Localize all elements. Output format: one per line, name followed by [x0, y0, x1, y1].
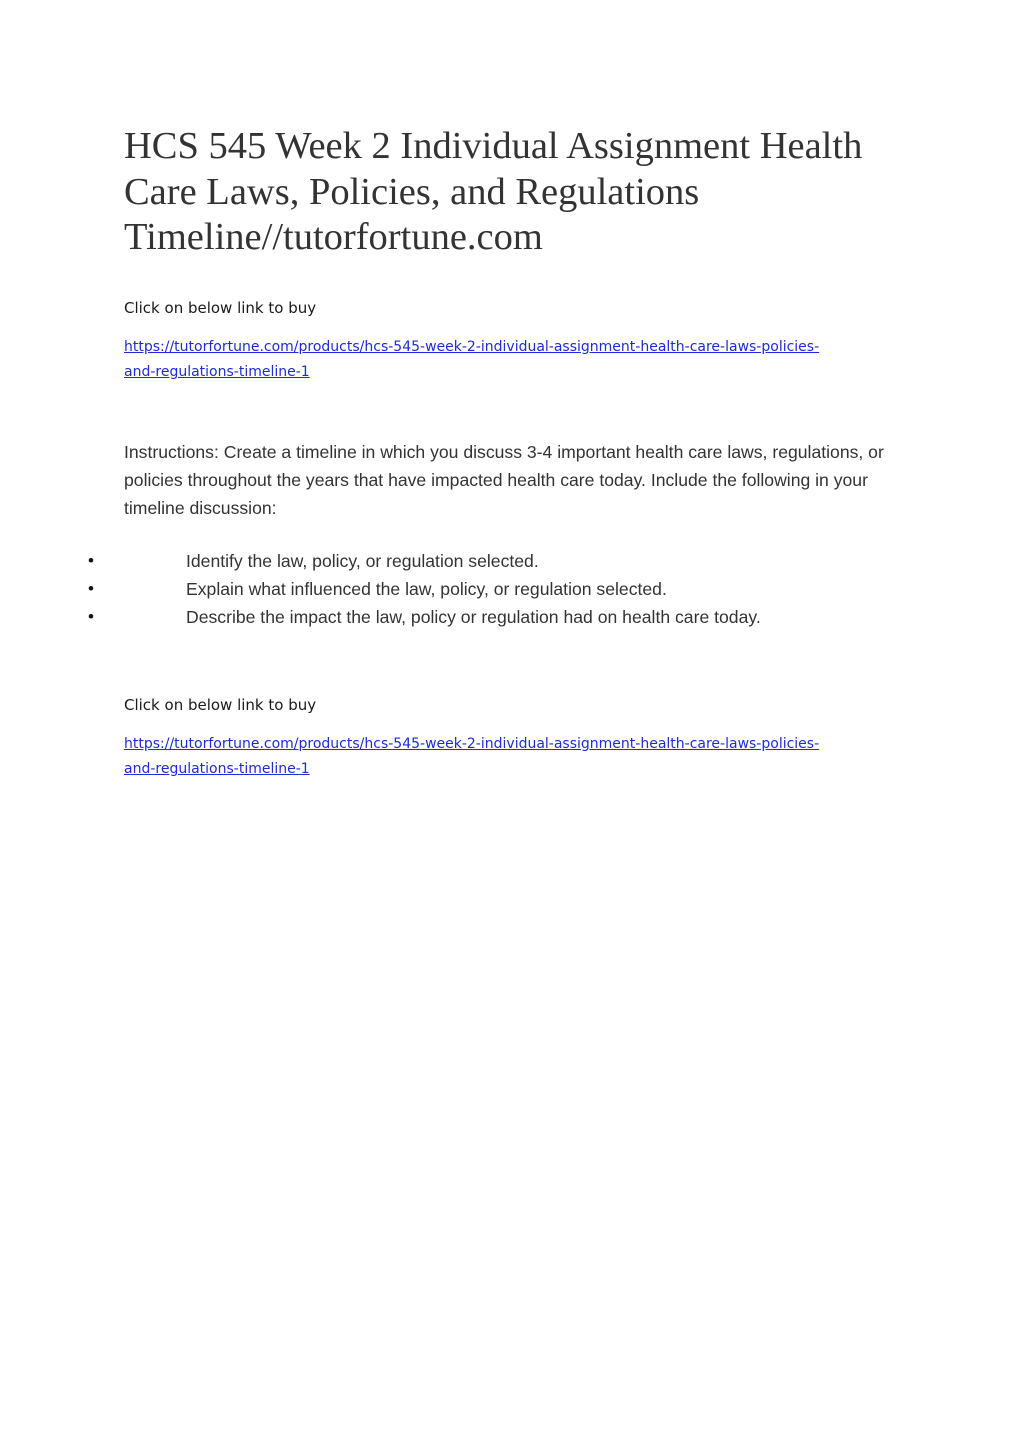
buy-label-bottom: Click on below link to buy	[124, 696, 317, 714]
buy-link-bottom[interactable]	[124, 732, 914, 782]
bullet-icon: •	[88, 579, 94, 599]
buy-link-top-line2: and-regulations-timeline-1	[124, 364, 310, 380]
buy-link-top[interactable]	[124, 335, 914, 385]
requirements-list	[0, 547, 1024, 632]
list-item	[0, 603, 1024, 631]
list-item	[0, 547, 1024, 575]
instructions-paragraph: Instructions: Create a timeline in which you discuss 3-4 important health care laws, regulations, or policies throughout the years that have impacted health care today. Include the following in your timeline discussion:	[124, 442, 884, 519]
buy-link-bottom-line1: https://tutorfortune.com/products/hcs-545-week-2-individual-assignment-health-care-laws-policies-	[124, 736, 820, 752]
list-item-text: Describe the impact the law, policy or regulation had on health care today.	[186, 607, 761, 628]
list-item	[0, 575, 1024, 603]
list-item-text: Explain what influenced the law, policy, or regulation selected.	[186, 579, 667, 600]
bullet-icon: •	[88, 551, 94, 570]
bullet-icon: •	[88, 607, 94, 627]
buy-link-bottom-line2: and-regulations-timeline-1	[124, 761, 310, 777]
buy-link-top-line1: https://tutorfortune.com/products/hcs-545-week-2-individual-assignment-health-care-laws-policies-	[124, 339, 820, 355]
buy-label-top: Click on below link to buy	[124, 299, 317, 317]
document-title: HCS 545 Week 2 Individual Assignment Health Care Laws, Policies, and Regulations Timeline//tutorfortune.com	[124, 125, 863, 258]
list-item-text: Identify the law, policy, or regulation selected.	[186, 551, 539, 571]
